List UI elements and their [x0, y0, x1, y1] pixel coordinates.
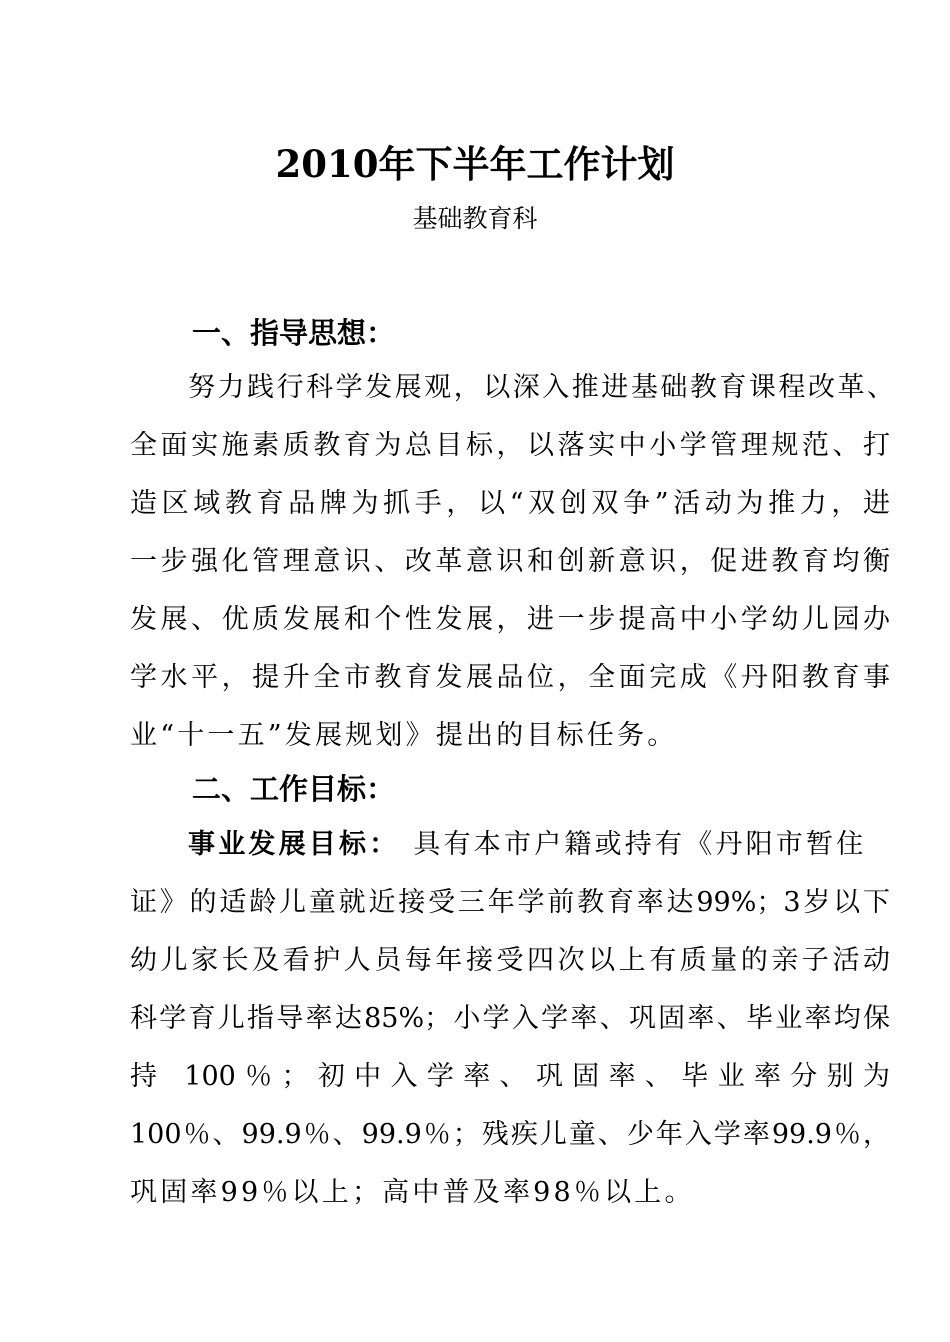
lead-label: 事业发展目标：	[188, 829, 400, 860]
paragraph-line: 全面实施素质教育为总目标，以落实中小学管理规范、打	[130, 430, 890, 461]
paragraph-line: 学水平，提升全市教育发展品位，全面完成《丹阳教育事	[130, 662, 890, 693]
paragraph-line: 发展、优质发展和个性发展，进一步提高中小学幼儿园办	[130, 604, 890, 635]
paragraph-line: 努力践行科学发展观，以深入推进基础教育课程改革、	[188, 372, 894, 403]
paragraph-line: 业“十一五”发展规划》提出的目标任务。	[130, 720, 678, 751]
paragraph-line: 证》的适龄儿童就近接受三年学前教育率达99%；3岁以下	[130, 887, 890, 918]
document-subtitle: 基础教育科	[412, 204, 538, 233]
paragraph-line: 造区域教育品牌为抓手，以“双创双争”活动为推力，进	[130, 488, 890, 519]
lead-text: 具有本市户籍或持有《丹阳市暂住	[413, 829, 867, 860]
section-heading-guiding-ideology: 一、指导思想：	[192, 316, 396, 350]
paragraph-line: 100％、99.9％、99.9％；残疾儿童、少年入学率99.9％，	[130, 1119, 890, 1150]
paragraph-line: 持 100％；初中入学率、巩固率、毕业率分别为	[130, 1061, 890, 1092]
paragraph-line: 巩固率99％以上；高中普及率98％以上。	[130, 1177, 695, 1208]
paragraph-line: 一步强化管理意识、改革意识和创新意识，促进教育均衡	[130, 546, 890, 577]
section-heading-work-goals: 二、工作目标：	[192, 772, 396, 806]
paragraph-line: 幼儿家长及看护人员每年接受四次以上有质量的亲子活动	[130, 945, 890, 976]
document-title: 2010年下半年工作计划	[275, 142, 675, 186]
paragraph-line: 科学育儿指导率达85%；小学入学率、巩固率、毕业率均保	[130, 1003, 890, 1034]
paragraph-lead-line	[188, 825, 894, 865]
